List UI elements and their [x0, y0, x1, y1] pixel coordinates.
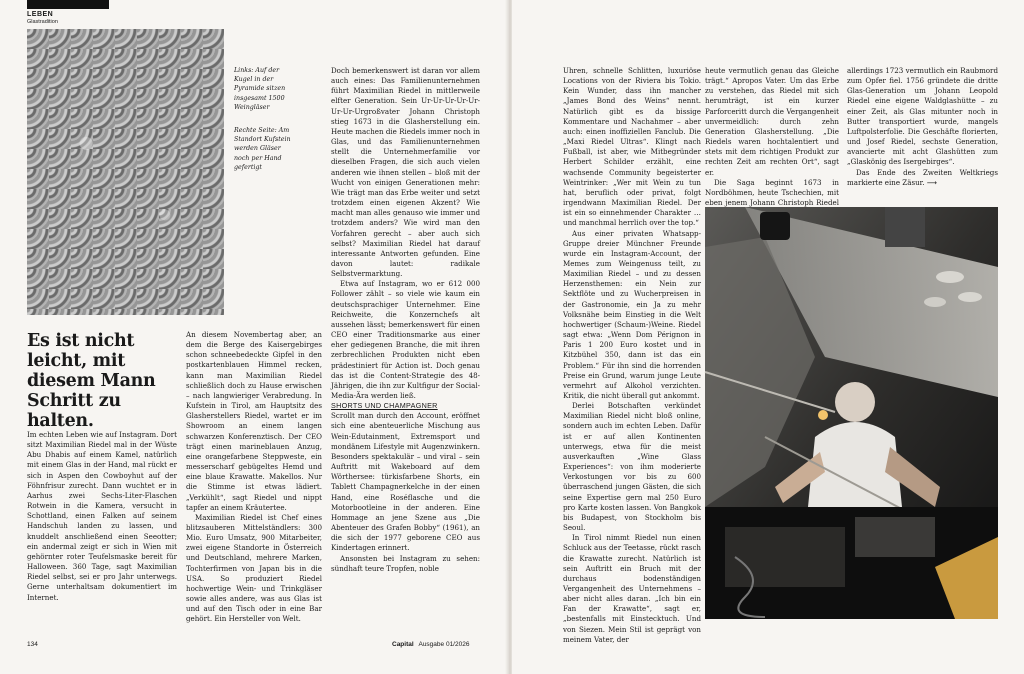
column-4: [563, 66, 701, 644]
issue-label: Ausgabe 01/2026: [418, 641, 470, 648]
paragraph: Doch bemerkenswert ist daran vor allem auch eines: Das Familienunternehmen führt Maximilian Riedel in mittlerweile elfter Generation. Sein Ur-Ur-Ur-Ur-Ur-Ur-Ur-Urgroßvater Johann Christoph stieg 1673 in die Glasherstellung ein. Heute machen die Riedels immer noch in Glas, und das Familienunternehmen stellt die Unternehmerfamilie vor dieselben Fragen, die sich auch vielen anderen wie ihnen stellen – bloß mit der Wucht von einigen Generationen mehr: Wie trägt man das Erbe weiter und setzt trotzdem einen eigenen Akzent? Wie macht man alles genauso wie immer und trotzdem anders? Wie wird man den Vorfahren gerecht – aber auch sich selbst? Maximilian Riedel hat darauf interessante Antworten gefunden. Eine davon lautet: radikale Selbstvermarktung.: [331, 66, 480, 279]
paragraph: Maximilian Riedel ist Chef eines blitzsauberen Mittelständlers: 300 Mio. Euro Umsatz, 900 Mitarbeiter, zwei eigene Standorte in Österreich und Deutschland, mehrere Marken, Tochterfirmen von Japan bis in die USA. So produziert Riedel hochwertige Wein- und Trinkgläser sowie alles andere, was aus Glas ist und auf den Tisch oder in eine Bar gehört. Ein Hersteller von Welt.: [186, 512, 322, 624]
left-page: [0, 0, 508, 674]
paragraph: Scrollt man durch den Account, eröffnet sich eine abenteuerliche Mischung aus Wein-Edutainment, Extremsport und mondänem Lifestyle mit Augenzwinkern. Besonders spektakulär – und viral – sein Auftritt mit Wakeboard auf dem Wörthersee: türkisfarbene Shorts, ein Tablett Champagnerkelche in der einen Hand, eine Roséflasche und die Motorbootleine in der anderen. Eine Hommage an jene Szene aus „Die Abenteuer des Grafen Bobby“ (1961), an die sich der 1977 geborene CEO aus Kindertagen erinnert.: [331, 411, 480, 553]
glassblower-photo: [705, 207, 998, 619]
paragraph: In Tirol nimmt Riedel nun einen Schluck aus der Teetasse, rückt rasch die Krawatte zurecht. Natürlich ist sein Auftritt ein Bruch mit der durchaus bodenständigen Vergangenheit des Unternehmens – aber nicht alles daran. „Ich bin ein Fan der Krawatte“, sagt er, „bestenfalls mit Einstecktuch. Und von Siezen. Mein Stil ist geprägt von meinem Vater, der: [563, 533, 701, 644]
magazine-name: Capital: [392, 641, 414, 648]
footer-magazine: [392, 641, 469, 648]
column-1: [27, 430, 177, 636]
section-label: LEBEN: [27, 11, 54, 18]
caption-left: [234, 66, 292, 112]
paragraph: Im echten Leben wie auf Instagram. Dort sitzt Maximilian Riedel mal in der Wüste Abu Dhabis auf einem Kamel, natürlich mit einem Glas in der Hand, mal rückt er sich in Aspen den Cowboyhut auf der Föhnfrisur zurecht. Dann wuchtet er in Aarhus zwei Sechs-Liter-Flaschen Rotwein in die Kamera, versucht in Schottland, einen Falken auf seinem Handschuh landen zu lassen, und knuddelt anschließend einen Seeotter; ein andermal zeigt er sich in Wien mit gehörnter roter Teufelsmaske bereit für Halloween. 360 Tage, sagt Maximilian Riedel selbst, sei er pro Jahr unterwegs. Gerne unterhaltsam dokumentiert im Internet.: [27, 430, 177, 602]
wine-glass-pyramid-photo: [27, 29, 224, 315]
paragraph: Uhren, schnelle Schlitten, luxuriöse Locations von der Riviera bis Tokio. Kein Wunder, dass ihn mancher „James Bond des Weins“ nennt. Natürlich gibt es da bissige Kommentare und Nachahmer – aber auch: einen inoffiziellen Fanclub. Die „Maxi Riedel Ultras“. Klingt nach Fußball, ist aber, wie Mitbegründer Herbert Schilder erzählt, eine wachsende Community begeisterter Weintrinker: „Wer mit Wein zu tun hat, beruflich oder privat, folgt irgendwann Maximilian Riedel. Der ist ein so einnehmender Charakter … und manchmal herrlich over the top.“: [563, 66, 701, 228]
paragraph: allerdings 1723 vermutlich ein Raubmord zum Opfer fiel. 1756 gründete die dritte Glas-Generation um Johann Leopold Riedel eine eigene Waldglashütte – zu einer Zeit, als Glas mitunter noch in Butter transportiert wurde, mangels Luftpolsterfolie. Die Geschäfte florierten, und Josef Riedel, sechste Generation, avancierte mit acht Glashütten zum „Glaskönig des Isergebirges“.: [847, 66, 998, 167]
subsection-label: Glastradition: [27, 19, 58, 25]
caption-left-text: Links: Auf der Kugel in der Pyramide sitzen insgesamt 1500 Weingläser: [234, 67, 286, 111]
paragraph-end-text: Das Ende des Zweiten Weltkriegs markierte eine Zäsur.: [847, 167, 998, 187]
paragraph: [847, 168, 998, 188]
paragraph: Aus einer privaten Whatsapp-Gruppe dreier Münchner Freunde wurde ein Instagram-Account, der Memes zum Weingenuss teilt, zu Maximilian Riedel – und zu dessen Herzensthemen: ein Nein zur Sektflöte und zu Wucherpreisen in der Gastronomie, ein Ja zu mehr Volksnähe beim Einstieg in die Welt hochwertiger (Schaum-)Weine. Riedel sagt etwa: „Wenn Dom Pérignon in Paris 1 200 Euro kostet und in Kitzbühel 350, dann ist das ein Problem.“ Für ihn sind die horrenden Preise ein Grund, warum junge Leute vermehrt auf Alkohol verzichten. Kritik, die nicht überall gut ankommt.: [563, 228, 701, 400]
paragraph: Die Saga beginnt 1673 in Nordböhmen, heute Tschechien, mit eben jenem Johann Christoph Riedel: [705, 177, 839, 208]
paragraph: An diesem Novembertag aber, an dem die Berge des Kaisergebirges schon schneebedeckte Gipfel in den postkartenblauen Himmel recken, kann man Maximilian Riedel schließlich doch zu Hause erwischen – nach langwieriger Verabredung. In Kufstein in Tirol, am Hauptsitz des Glasherstellers Riedel, wartet er im Showroom an einem langen schwarzen Konferenztisch. Der CEO trägt einen marineblauen Anzug, eine orangefarbene Steppweste, ein messerscharf gebügeltes Hemd und eine blaue Krawatte. Makellos. Nur die Stimme ist etwas lädiert. „Verkühlt“, sagt Riedel und nippt tapfer an einem Kräutertee.: [186, 330, 322, 512]
column-2: [186, 330, 322, 636]
paragraph: Ansonsten bei Instagram zu sehen: sündhaft teure Tropfen, noble: [331, 553, 480, 573]
article-headline: Es ist nicht leicht, mit diesem Mann Schritt zu halten.: [27, 331, 156, 431]
column-5: [705, 66, 839, 208]
column-3: [331, 66, 480, 637]
glassblower-illustration: [705, 207, 998, 619]
paragraph: Derlei Botschaften verkündet Maximilian Riedel nicht bloß online, sondern auch im echten Leben. Dafür ist er auf allen Kontinenten unterwegs, etwa für die meist ausverkauften „Wine Glass Experiences“: von ihm moderierte Verkostungen vor bis zu 600 überraschend jungen Gästen, die sich seine Expertise gern mal 250 Euro pro Karte kosten lassen. Von Bangkok bis Budapest, von Stockholm bis Seoul.: [563, 401, 701, 533]
paragraph: Etwa auf Instagram, wo er 612 000 Follower zählt – so viele wie kaum ein deutschsprachiger Unternehmer. Eine Reichweite, die Konzernchefs alt aussehen lässt; bemerkenswert für einen CEO einer Traditionsmarke aus einer eher gediegenen Branche, die mit ihren zerbrechlichen Produkten nicht eben prädestiniert für Action ist. Doch genau das ist die Content-Strategie des 48-Jährigen, die ihn zur Kultfigur der Social-Media-Ära werden ließ.: [331, 279, 480, 400]
continue-arrow-icon: ⟶: [926, 177, 937, 187]
subhead: SHORTS UND CHAMPAGNER: [331, 401, 438, 411]
caption-right: [234, 126, 292, 172]
column-6: [847, 66, 998, 202]
page-number: 134: [27, 641, 38, 648]
caption-right-text: Rechte Seite: Am Standort Kufstein werden Gläser noch per Hand gefertigt: [234, 127, 291, 171]
paragraph: heute vermutlich genau das Gleiche trägt.“ Apropos Vater. Um das Erbe zu verstehen, das Riedel mit sich herumträgt, ist ein kurzer Parforceritt durch die Vergangenheit unvermeidlich: durch zehn Generation Glasherstellung. „Die Riedels waren hochtalentiert und stets mit dem richtigen Produkt zur rechten Zeit am rechten Ort“, sagt er.: [705, 66, 839, 177]
section-tab: [27, 0, 109, 9]
